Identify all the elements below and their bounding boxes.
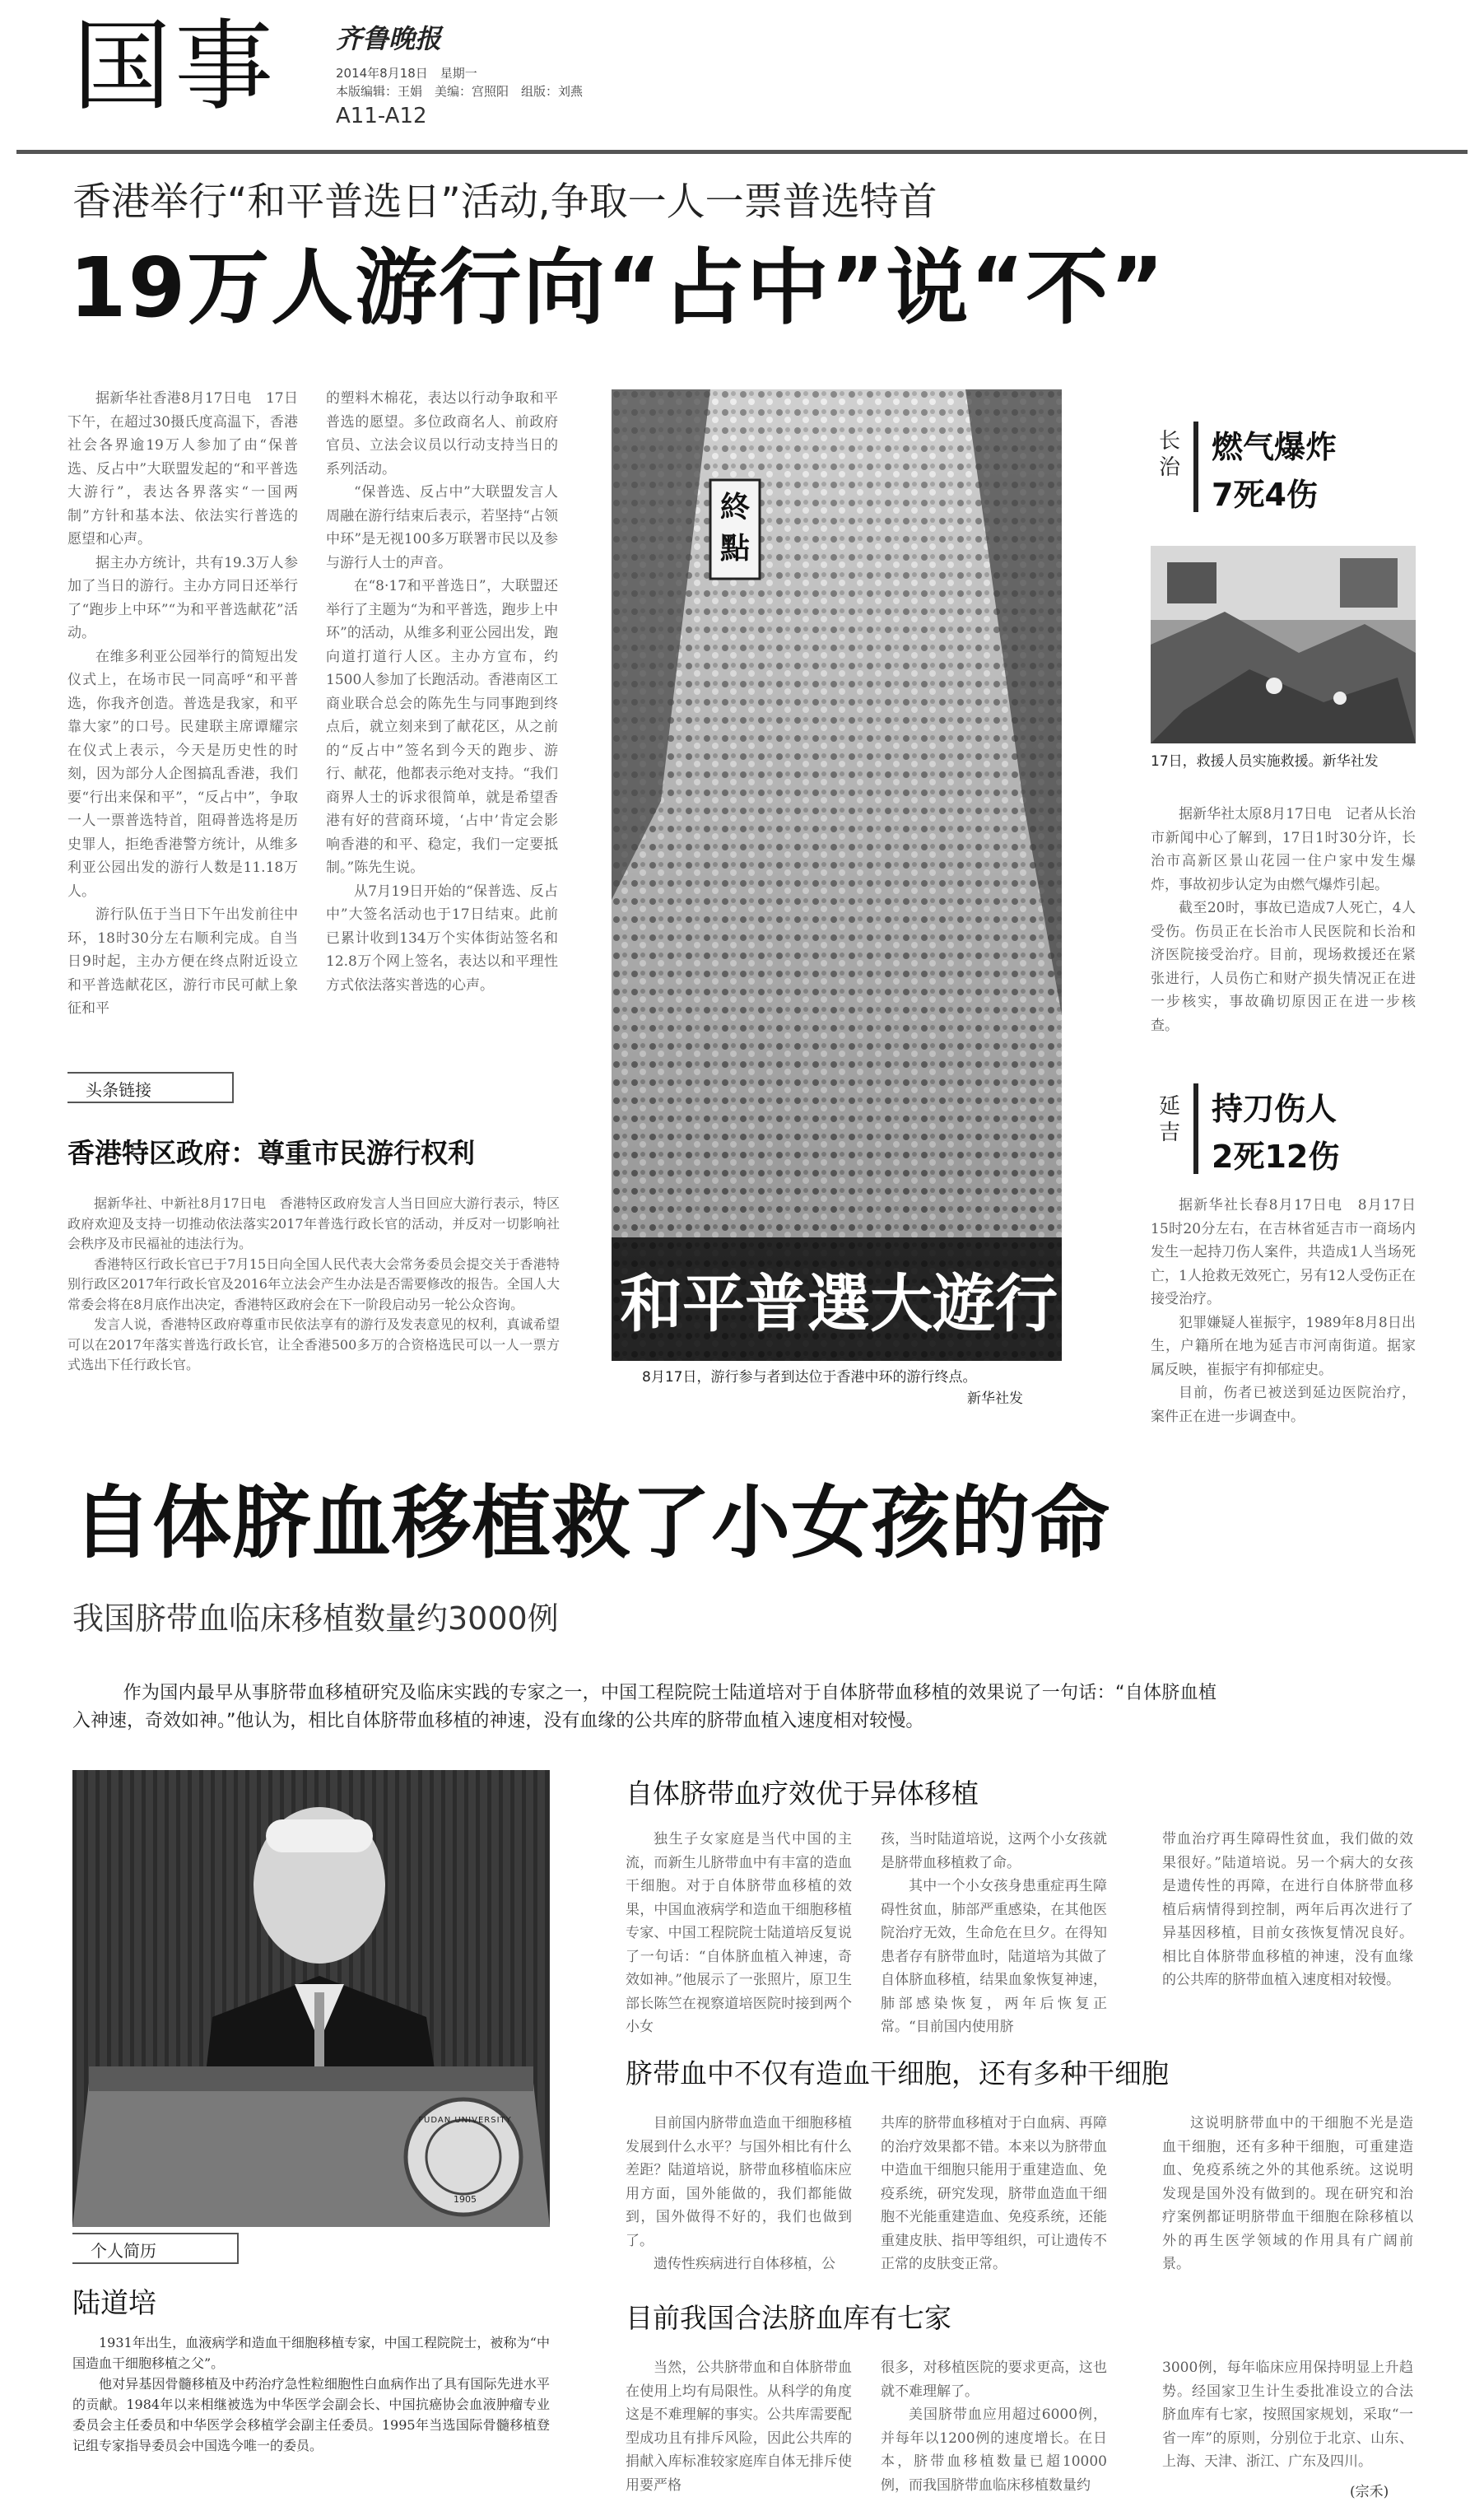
divider-bar (1193, 422, 1198, 512)
paragraph: 其中一个小女孩身患重症再生障碍性贫血，肺部严重感染，在其他医院治疗无效，生命危在旦夕。在得知患者存有脐带血时，陆道培为其做了自体脐血移植，结果血象恢复神速，肺部感染恢复，两年后恢复正常。“目前国内使用脐 (881, 1878, 1107, 2035)
paragraph: 带血治疗再生障碍性贫血，我们做的效果很好。”陆道培说。另一个病大的女孩是遗传性的再障，在进行自体脐带血移植后病情得到控制，两年后再次进行了异基因移植，目前女孩恢复情况良好。相比自体脐带血移植的神速，没有血缘的公共库的脐带血植入速度相对较慢。 (1162, 1831, 1413, 1988)
paragraph: 美国脐带血应用超过6000例，并每年以1200例的速度增长。在日本，脐带血移植数量已超10000例，而我国脐带血临床移植数量约 (881, 2406, 1107, 2494)
paragraph: 据主办方统计，共有19.3万人参加了当日的游行。主办方同日还举行了“跑步上中环”“为和平普选献花”活动。 (67, 554, 298, 641)
paragraph: 1931年出生，血液病学和造血干细胞移植专家，中国工程院院士，被称为“中国造血干细胞移植之父”。 (72, 2335, 550, 2371)
paragraph: 发言人说，香港特区政府尊重市民依法享有的游行及发表意见的权利，真诚希望可以在2017年落实普选行政长官，让全香港500多万的合资格选民可以一人一票方式选出下任行政长官。 (67, 1316, 560, 1372)
changzhi-headline-line2: 7死4伤 (1212, 477, 1318, 513)
paragraph: 据新华社香港8月17日电 17日下午，在超过30摄氏度高温下，香港社会各界逾19万人参加了由“保普选、反占中”大联盟发起的“和平普选大游行”，表达各界落实“一国两制”方针和基本法、依法实行普选的愿望和心声。 (67, 390, 298, 547)
editors-line: 本版编辑：王娟 美编：宫照阳 组版：刘燕 (336, 84, 584, 99)
paragraph: 遗传性疾病进行自体移植，公 (654, 2256, 835, 2272)
paragraph: 游行队伍于当日下午出发前往中环，18时30分左右顺利完成。自当日9时起，主办方便在终点附近设立和平普选献花区，游行市民可献上象征和平 (67, 906, 298, 1017)
cord-subhead: 我国脐带血临床移植数量约3000例 (72, 1600, 559, 1637)
cord-section3-col3 (1162, 2356, 1413, 2480)
paragraph: 独生子女家庭是当代中国的主流，而新生儿脐带血中有丰富的造血干细胞。对于自体脐带血移植的效果，中国血液病学和造血干细胞移植专家、中国工程院院士陆道培反复说了一句话：“自体脐血植入神速，奇效如神。”他展示了一张照片，原卫生部长陈竺在视察道培医院时接到两个小女 (626, 1831, 852, 2035)
cord-byline: (宗禾) (1350, 2484, 1389, 2500)
changzhi-body (1151, 803, 1416, 1050)
paragraph: “保普选、反占中”大联盟发言人周融在游行结束后表示，若坚持“占领中环”是无视100多万联署市民以及参与游行人士的声音。 (326, 484, 558, 571)
portrait-image (72, 1770, 550, 2227)
cord-section2-col2 (881, 2112, 1107, 2276)
finish-sign-text: 終點 (719, 490, 750, 566)
cord-headline: 自体脐血移植救了小女孩的命 (72, 1477, 1110, 1569)
cord-section2-col3 (1162, 2112, 1413, 2276)
paragraph: 据新华社长春8月17日电 8月17日15时20分左右，在吉林省延吉市一商场内发生一起持刀伤人案件，共造成1人当场死亡，1人抢救无效死亡，另有12人受伤正在接受治疗。 (1151, 1197, 1416, 1307)
paragraph: 的塑料木棉花，表达以行动争取和平普选的愿望。多位政商名人、前政府官员、立法会议员以行动支持当日的系列活动。 (326, 390, 558, 478)
section-title: 国事 (72, 10, 277, 124)
changzhi-place: 长治 (1159, 429, 1181, 480)
masthead-rule (16, 150, 1468, 154)
yanji-headline-line1: 持刀伤人 (1212, 1091, 1337, 1127)
profile-body (72, 2332, 550, 2497)
hk-kicker: 香港举行“和平普选日”活动,争取一人一票普选特首 (72, 179, 937, 225)
cord-section1-title: 自体脐带血疗效优于异体移植 (626, 1777, 979, 1810)
changzhi-headline-line1: 燃气爆炸 (1212, 429, 1337, 465)
paragraph: 3000例，每年临床应用保持明显上升趋势。经国家卫生计生委批准设立的合法脐血库有七家，按照国家规划，采取“一省一库”的原则，分别位于北京、山东、上海、天津、浙江、广东及四川。 (1162, 2360, 1413, 2470)
page-numbers: A11-A12 (336, 104, 427, 128)
hk-parade-photo (612, 389, 1062, 1361)
date-line: 2014年8月18日 星期一 (336, 66, 477, 81)
paragraph: 他对异基因骨髓移植及中药治疗急性粒细胞性白血病作出了具有国际先进水平的贡献。1984年以来相继被选为中华医学会副会长、中国抗癌协会血液肿瘤专业委员会主任委员和中华医学会移植学会副主任委员。1995年当选国际骨髓移植登记组专家指导委员会中国选今唯一的委员。 (72, 2376, 550, 2453)
paragraph: 目前，伤者已被送到延边医院治疗，案件正在进一步调查中。 (1151, 1385, 1416, 1424)
paragraph: 从7月19日开始的“保普选、反占中”大签名活动也于17日结束。此前已累计收到134万个实体街站签名和12.8万个网上签名，表达以和平理性方式依法落实普选的心声。 (326, 883, 558, 994)
cord-section3-title: 目前我国合法脐血库有七家 (626, 2302, 951, 2334)
paragraph: 当然，公共脐带血和自体脐带血在使用上均有局限性。从科学的角度这是不难理解的事实。公共库需要配型成功且有排斥风险，因此公共库的捐献入库标准较家庭库自体无排斥使用要严格 (626, 2360, 852, 2494)
portrait-photo (72, 1770, 550, 2227)
paragraph: 在“8·17和平普选日”，大联盟还举行了主题为“为和平普选，跑步上中环”的活动，从维多利亚公园出发，跑向道打道行人区。主办方宣布，约1500人参加了长跑活动。香港南区工商业联合总会的陈先生与同事跑到终点后，就立刻来到了献花区，从之前的“反占中”签名到今天的跑步、游行、献花，他都表示绝对支持。“我们商界人士的诉求很简单，就是希望香港有好的营商环境，‘占中’肯定会影响香港的和平、稳定，我们一定要抵制。”陈先生说。 (326, 578, 558, 876)
paragraph: 孩，当时陆道培说，这两个小女孩就是脐带血移植救了命。 (881, 1831, 1107, 1871)
hk-photo-caption: 8月17日，游行参与者到达位于香港中环的游行终点。 (642, 1369, 977, 1386)
hk-sub-body (67, 1194, 560, 1424)
hk-sub-headline: 香港特区政府：尊重市民游行权利 (67, 1137, 475, 1169)
paragraph: 在维多利亚公园举行的简短出发仪式上，在场市民一同高呼“和平普选，你我齐创造。普选是我家，和平靠大家”的口号。民建联主席谭耀宗在仪式上表示，今天是历史性的时刻，因为部分人企图搞乱香港，我们要“行出来保和平”，“反占中”，争取一人一票普选特首，阻碍普选将是历史罪人，拒绝香港警方统计，从维多利亚公园出发的游行人数是11.18万人。 (67, 648, 298, 900)
cord-section1-col3 (1162, 1828, 1413, 2042)
rubble-image (1151, 546, 1416, 743)
yanji-headline-line2: 2死12伤 (1212, 1139, 1340, 1175)
cord-section1-col2 (881, 1828, 1107, 2042)
link-label: 头条链接 (86, 1080, 151, 1100)
paragraph: 截至20时，事故已造成7人死亡，4人受伤。伤员正在长治市人民医院和长治和济医院接受治疗。目前，现场救援还在紧张进行，人员伤亡和财产损失情况正在进一步核实，事故确切原因正在进一步核查。 (1151, 900, 1416, 1034)
paragraph: 据新华社太原8月17日电 记者从长治市新闻中心了解到，17日1时30分许，长治市高新区景山花园一住户家中发生爆炸，事故初步认定为由燃气爆炸引起。 (1151, 806, 1416, 893)
paragraph: 香港特区行政长官已于7月15日向全国人民代表大会常务委员会提交关于香港特别行政区2017年行政长官及2016年立法会产生办法是否需要修改的报告。全国人大常委会将在8月底作出决定，香港特区政府会在下一阶段启动另一轮公众咨询。 (67, 1256, 560, 1312)
divider-bar (1193, 1083, 1198, 1174)
paragraph: 这说明脐带血中的干细胞不光是造血干细胞，还有多种干细胞，可重建造血、免疫系统之外的其他系统。这说明发现是国外没有做到的。现在研究和治疗案例都证明脐带血干细胞在除移植以外的再生医学领域的作用具有广阔前景。 (1162, 2115, 1413, 2272)
paper-logo: 齐鲁晚报 (336, 23, 442, 54)
profile-label: 个人简历 (91, 2241, 156, 2261)
link-label-box (67, 1072, 234, 1103)
hk-article-col2 (326, 387, 558, 1046)
cord-section2-title: 脐带血中不仅有造血干细胞，还有多种干细胞 (626, 2057, 1169, 2089)
yanji-place: 延吉 (1159, 1094, 1181, 1145)
paragraph: 共库的脐带血移植对于白血病、再障的治疗效果都不错。本来以为脐带血中造血干细胞只能用于重建造血、免疫系统，研究发现，脐带血造血干细胞不光能重建造血、免疫系统，还能重建皮肤、指甲等组织，可让遗传不正常的皮肤变正常。 (881, 2115, 1107, 2272)
paragraph: 目前国内脐带血造血干细胞移植发展到什么水平？与国外相比有什么差距？陆道培说，脐带血移植临床应用方面，国外能做的，我们都能做到，国外做得不好的，我们也做到了。 (626, 2115, 852, 2249)
paragraph: 很多，对移植医院的要求更高，这也就不难理解了。 (881, 2360, 1107, 2400)
yanji-body (1151, 1194, 1416, 1424)
paragraph: 犯罪嫌疑人崔振宇，1989年8月8日出生，户籍所在地为延吉市河南街道。据家属反映，崔振宇有抑郁症史。 (1151, 1314, 1416, 1378)
cord-section2-col1 (626, 2112, 852, 2276)
changzhi-photo-caption: 17日，救援人员实施救援。新华社发 (1151, 753, 1379, 770)
cord-section3-col2 (881, 2356, 1107, 2500)
banner-text: 和平普選大遊行 (620, 1267, 1058, 1340)
profile-name: 陆道培 (72, 2287, 156, 2320)
cord-section3-col1 (626, 2356, 852, 2500)
paragraph: 据新华社、中新社8月17日电 香港特区政府发言人当日回应大游行表示，特区政府欢迎及支持一切推动依法落实2017年普选行政长官的活动，并反对一切影响社会秩序及市民福祉的违法行为。 (67, 1195, 560, 1251)
hk-photo-credit: 新华社发 (967, 1391, 1023, 1407)
hk-headline: 19万人游行向“占中”说“不” (69, 240, 1166, 336)
hk-article-col1 (67, 387, 298, 1046)
profile-label-box (72, 2233, 239, 2264)
cord-section1-col1 (626, 1828, 852, 2042)
lectern-year: 1905 (454, 2194, 477, 2205)
crowd-image (612, 389, 1062, 1361)
cord-lead: 作为国内最早从事脐带血移植研究及临床实践的专家之一，中国工程院院士陆道培对于自体脐带血移植的效果说了一句话：“自体脐血植入神速，奇效如神。”他认为，相比自体脐带血移植的神速，没有血缘的公共库的脐带血植入速度相对较慢。 (72, 1683, 1217, 1731)
lectern-text: FUDAN UNIVERSITY (418, 2116, 512, 2125)
changzhi-photo (1151, 546, 1416, 743)
